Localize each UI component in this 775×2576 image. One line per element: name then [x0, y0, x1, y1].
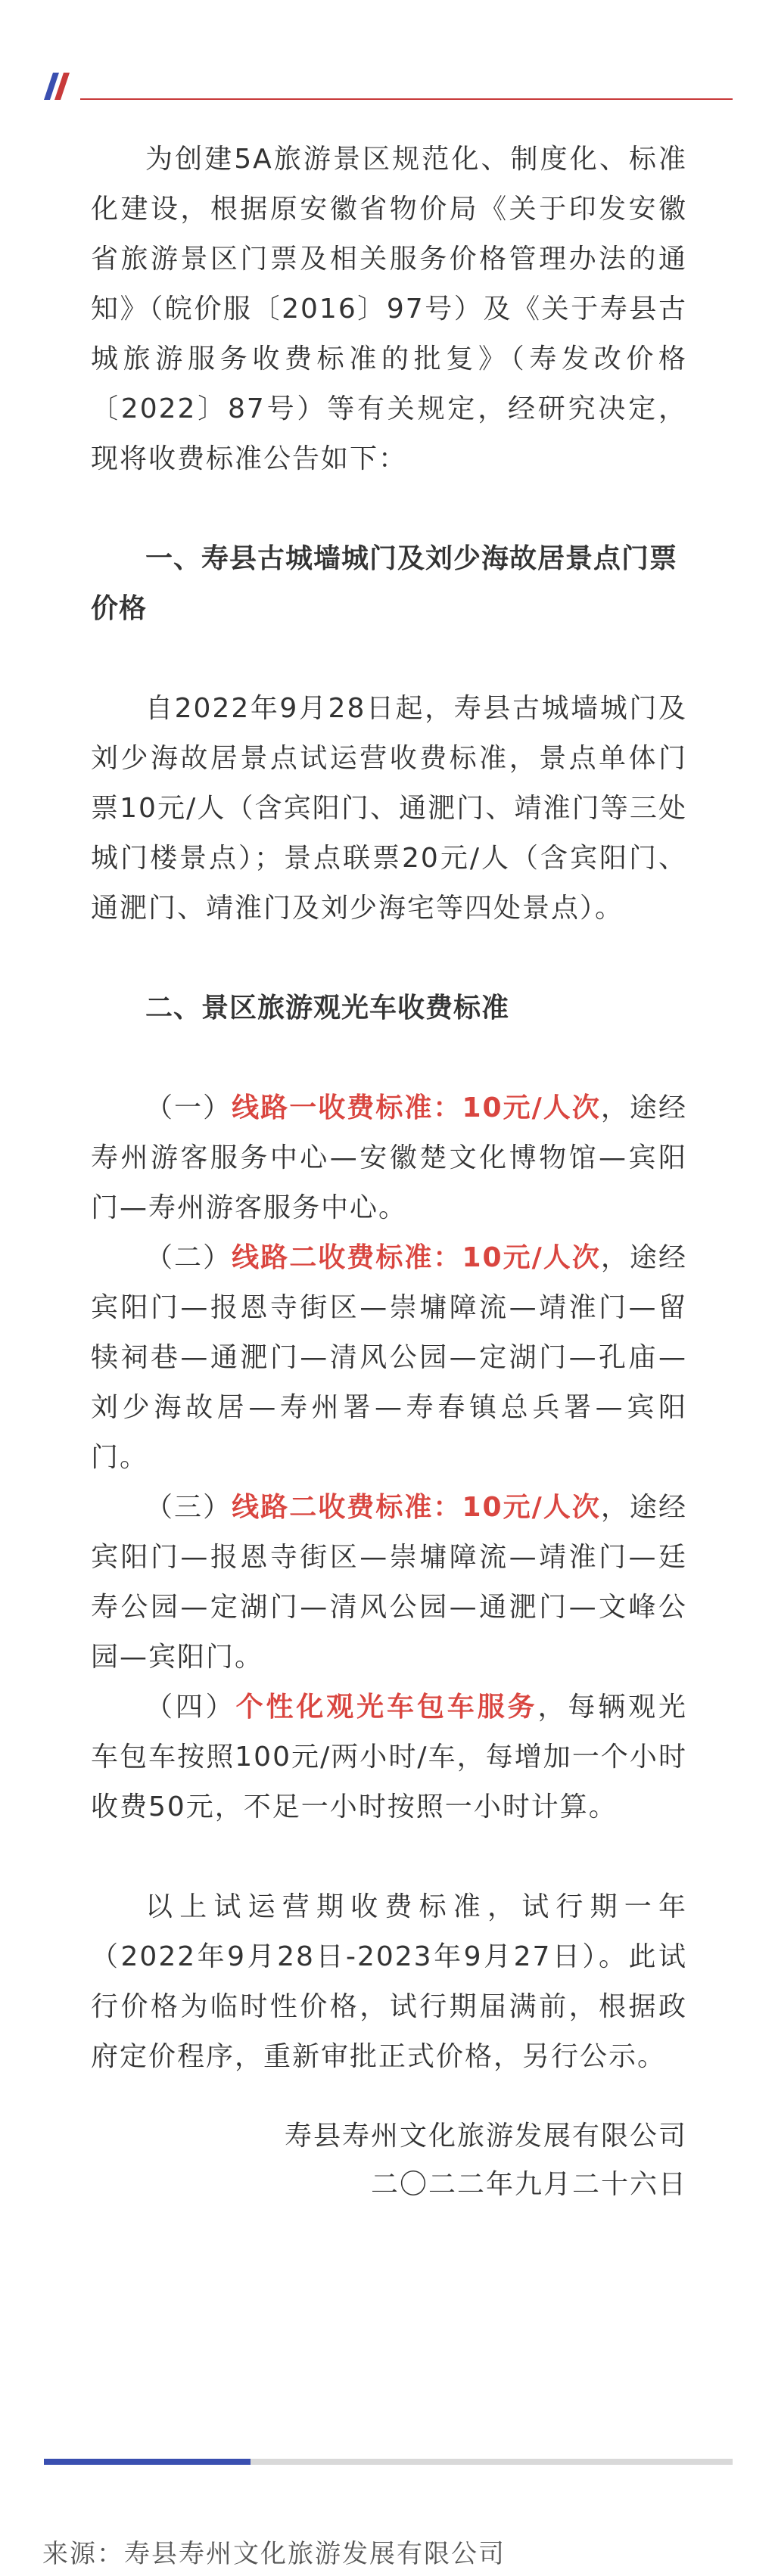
footer-divider [44, 2459, 733, 2465]
route-description: ，途经寿州游客服务中心—安徽楚文化博物馆—宾阳门—寿州游客服务中心。 [91, 1092, 687, 1223]
route-number: （四） [145, 1692, 236, 1723]
route-description: ，途经宾阳门—报恩寺街区—崇墉障流—靖淮门—留犊祠巷—通淝门—清风公园—定湖门—孔庙—刘少海故居—寿州署—寿春镇总兵署—宾阳门。 [91, 1242, 687, 1473]
route-description: ，途经宾阳门—报恩寺街区—崇墉障流—靖淮门—廷寿公园—定湖门—清风公园—通淝门—文峰公园—宾阳门。 [91, 1492, 687, 1673]
section2-heading: 二、景区旅游观光车收费标准 [145, 993, 510, 1024]
route-number: （一） [145, 1092, 232, 1123]
signature-date: 二〇二二年九月二十六日 [370, 2169, 687, 2200]
route-item-3 [91, 1483, 687, 1683]
source-line: 来源：寿县寿州文化旅游发展有限公司 [42, 2539, 506, 2569]
signature-org: 寿县寿州文化旅游发展有限公司 [284, 2121, 687, 2152]
section1-heading: 一、寿县古城墙城门及刘少海故居景点门票价格 [91, 543, 678, 624]
intro-paragraph: 为创建5A旅游景区规范化、制度化、标准化建设，根据原安徽省物价局《关于印发安徽省旅游景区门票及相关服务价格管理办法的通知》（皖价服〔2016〕97号）及《关于寿县古城旅游服务收费标准的批复》（寿发改价格〔2022〕87号）等有关规定，经研究决定，现将收费标准公告如下： [91, 144, 687, 474]
route-price-highlight: 线路一收费标准：10元/人次 [232, 1092, 601, 1123]
header-divider [80, 98, 733, 100]
route-number: （二） [145, 1242, 232, 1273]
announcement-body [91, 135, 687, 2209]
route-price-highlight: 线路二收费标准：10元/人次 [232, 1242, 601, 1273]
route-number: （三） [145, 1492, 232, 1523]
logo-slash-icon [44, 73, 80, 100]
route-description: ，每辆观光车包车按照100元/两小时/车，每增加一个小时收费50元，不足一小时按照一小时计算。 [91, 1692, 687, 1822]
route-price-highlight: 线路二收费标准：10元/人次 [232, 1492, 601, 1523]
section1-body: 自2022年9月28日起，寿县古城墙城门及刘少海故居景点试运营收费标准，景点单体门票10元/人（含宾阳门、通淝门、靖淮门等三处城门楼景点）；景点联票20元/人（含宾阳门、通淝门、靖淮门及刘少海宅等四处景点）。 [91, 693, 687, 924]
route-item-1 [91, 1083, 687, 1233]
charter-service-item [91, 1683, 687, 1832]
closing-paragraph: 以上试运营期收费标准，试行期一年（2022年9月28日-2023年9月27日）。此试行价格为临时性价格，试行期届满前，根据政府定价程序，重新审批正式价格，另行公示。 [91, 1891, 687, 2072]
route-item-2 [91, 1233, 687, 1483]
route-price-highlight: 个性化观光车包车服务 [235, 1692, 538, 1723]
